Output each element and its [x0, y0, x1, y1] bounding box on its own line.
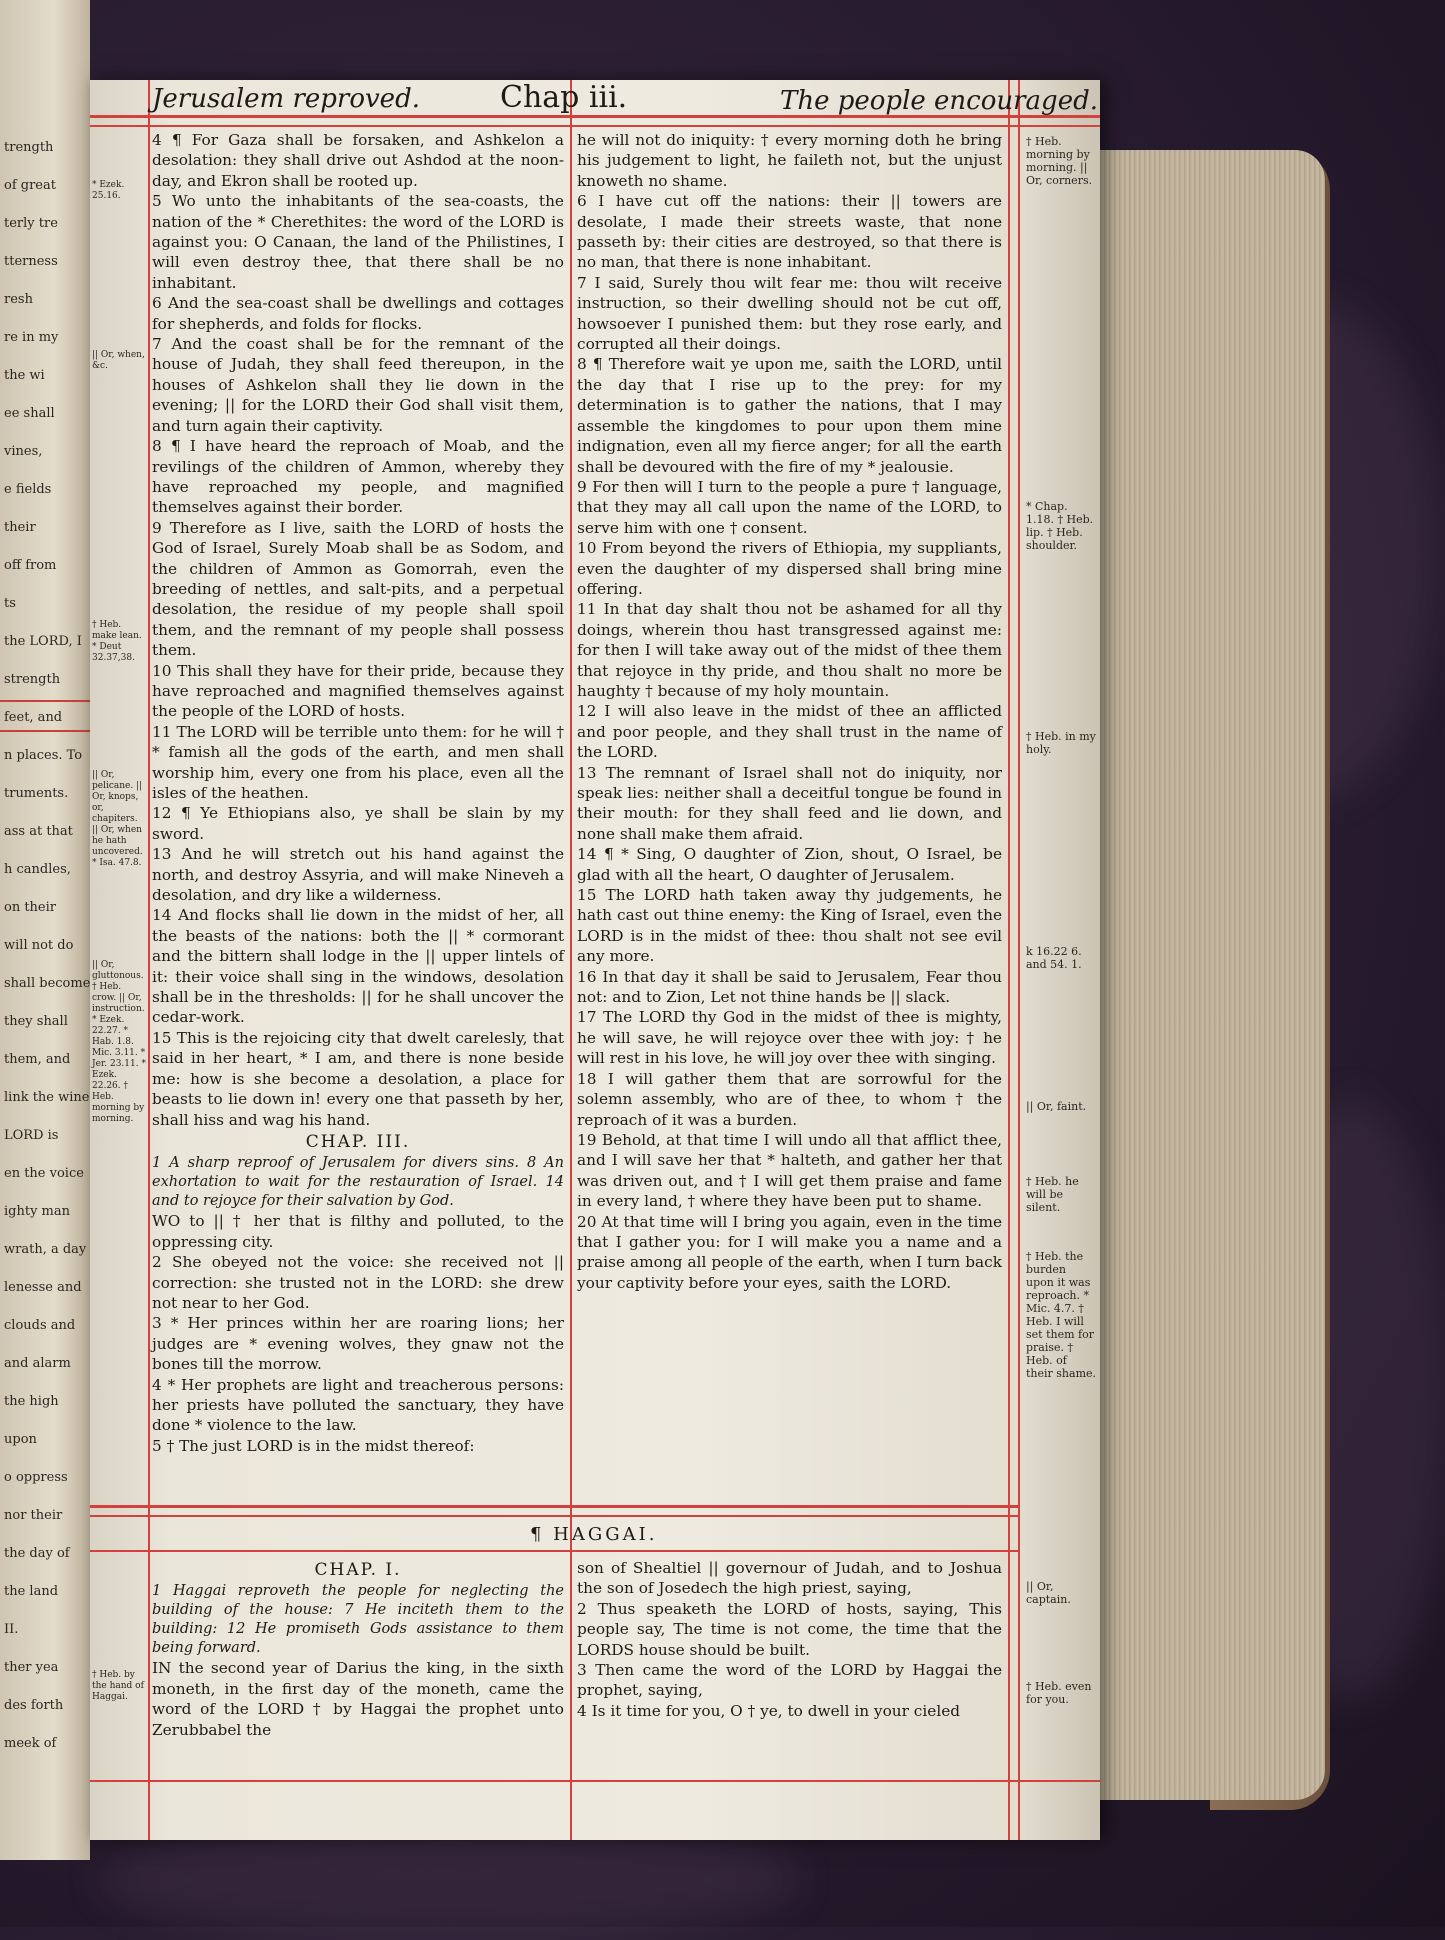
verse: son of Shealtiel || governour of Judah, and to Joshua the son of Josedech the high priest, saying,	[577, 1559, 1002, 1598]
verse: 10 From beyond the rivers of Ethiopia, my suppliants, even the daughter of my dispersed shall bring mine offering.	[577, 539, 1002, 598]
verse: 13 The remnant of Israel shall not do iniquity, nor speak lies: neither shall a deceitful tongue be found in their mouth: for they shall feed and lie down, and none shall make them afraid.	[577, 763, 1002, 843]
left-page-fragment: the day of	[4, 1546, 70, 1561]
left-page-fragment: on their	[4, 900, 56, 915]
left-page-fragment: e fields	[4, 482, 52, 497]
verse: 4 * Her prophets are light and treacherous persons: her priests have polluted the sanctuary, they have done * violence to the law.	[152, 1375, 564, 1435]
left-page-fragment: shall become	[4, 976, 90, 991]
header-left: Jerusalem reproved.	[152, 84, 420, 114]
verse: 12 ¶ Ye Ethiopians also, ye shall be slain by my sword.	[152, 804, 564, 843]
verse: 9 Therefore as I live, saith the LORD of hosts the God of Israel, Surely Moab shall be as Sodom, and the children of Ammon as Gomorrah, even the breeding of nettles, and salt-pits, and a perpetual desolation, the residue of my people shall spoil them, and the remnant of my people shall possess them.	[152, 518, 564, 660]
rule-haggai-1	[90, 1505, 1020, 1508]
page-edges	[1100, 150, 1325, 1800]
margin-note: * Ezek. 25.16.	[92, 180, 125, 201]
column-right	[577, 130, 1002, 1293]
verse: 5 Wo unto the inhabitants of the sea-coasts, the nation of the * Cherethites: the word of the LORD is against you: O Canaan, the land of the Philistines, I will even destroy thee, that there shall be no inhabitant.	[152, 192, 564, 292]
left-facing-page	[0, 0, 90, 1860]
verse: he will not do iniquity: † every morning doth he bring his judgement to light, he faileth not, but the unjust knoweth no shame.	[577, 131, 1002, 190]
verse: 9 For then will I turn to the people a pure † language, that they may all call upon the name of the LORD, to serve him with one † consent.	[577, 477, 1002, 537]
rule-haggai-3	[90, 1550, 1020, 1552]
margin-note: * Chap. 1.18. † Heb. lip. † Heb. shoulder.	[1026, 500, 1094, 552]
margin-note: † Heb. the burden upon it was reproach. * Mic. 4.7. † Heb. I will set them for praise. † Heb. of their shame.	[1026, 1250, 1097, 1380]
margin-note: † Heb. morning by morning. || Or, corners.	[1026, 135, 1093, 187]
left-page-fragment: nor their	[4, 1508, 63, 1523]
margin-note: † Heb. in my holy.	[1026, 730, 1096, 756]
left-page-fragment: feet, and	[4, 710, 63, 725]
left-page-fragment: they shall	[4, 1014, 68, 1029]
left-page-fragment: terly tre	[4, 216, 58, 231]
verse: WO to || † her that is filthy and polluted, to the oppressing city.	[152, 1212, 564, 1251]
left-margin-notes	[90, 80, 148, 1840]
left-page-fragment: tterness	[4, 254, 58, 269]
left-page-fragment: off from	[4, 558, 57, 573]
left-page-fragment: clouds and	[4, 1318, 76, 1333]
verse: 16 In that day it shall be said to Jerusalem, Fear thou not: and to Zion, Let not thine hands be || slack.	[577, 967, 1002, 1007]
verse: 11 The LORD will be terrible unto them: for he will † * famish all the gods of the earth, and men shall worship him, every one from his place, even all the isles of the heathen.	[152, 722, 564, 802]
haggai-verse-1: IN the second year of Darius the king, in the sixth moneth, in the first day of the moneth, came the word of the LORD † by Haggai the prophet unto Zerubbabel the	[152, 1659, 564, 1739]
margin-note: † Heb. even for you.	[1026, 1680, 1092, 1706]
left-page-fragment: LORD is	[4, 1128, 59, 1143]
margin-note: || Or, faint.	[1026, 1100, 1087, 1113]
margin-note: || Or, when, &c.	[92, 350, 145, 371]
verse: 3 Then came the word of the LORD by Haggai the prophet, saying,	[577, 1661, 1002, 1700]
left-page-fragment: h candles,	[4, 862, 71, 877]
left-page-fragment: of great	[4, 178, 56, 193]
book-title-haggai: ¶ HAGGAI.	[530, 1524, 658, 1545]
left-page-fragment: ee shall	[4, 406, 55, 421]
left-page-fragment: the wi	[4, 368, 45, 383]
verse: 6 I have cut off the nations: their || towers are desolate, I made their streets waste, that none passeth by: their cities are destroyed, so that there is no man, that there is none inhabitant.	[577, 192, 1002, 272]
haggai-chapter-title: CHAP. I.	[314, 1560, 402, 1580]
verse: 14 And flocks shall lie down in the midst of her, all the beasts of the nations: both the || * cormorant and the bittern shall lodge in the || upper lintels of it: their voice shall sing in the windows, desolation shall be in the thresholds: || for he shall uncover the cedar-work.	[152, 906, 564, 1027]
right-margin-notes	[1022, 80, 1100, 1840]
verse: 6 And the sea-coast shall be dwellings and cottages for shepherds, and folds for flocks.	[152, 294, 564, 333]
left-page-fragment: lenesse and	[4, 1280, 82, 1295]
left-page-fragment: them, and	[4, 1052, 71, 1067]
column-left	[152, 130, 564, 1456]
chapter-summary: 1 A sharp reproof of Jerusalem for divers sins. 8 An exhortation to wait for the restauration of Israel. 14 and to rejoyce for their salvation by God.	[152, 1155, 564, 1210]
verse: 8 ¶ I have heard the reproach of Moab, and the revilings of the children of Ammon, whereby they have reproached my people, and magnified themselves against their border.	[152, 437, 564, 517]
margin-note: k 16.22 6. and 54. 1.	[1026, 945, 1082, 971]
header-center: Chap iii.	[500, 80, 628, 115]
verse: 7 And the coast shall be for the remnant of the house of Judah, they shall feed thereupon, in the houses of Ashkelon shall they lie down in the evening; || for the LORD their God shall visit them, and turn again their captivity.	[152, 335, 564, 435]
verse: 18 I will gather them that are sorrowful for the solemn assembly, who are of thee, to whom † the reproach of it was a burden.	[577, 1069, 1002, 1129]
left-page-fragment: trength	[4, 140, 54, 155]
left-page-fragment: des forth	[4, 1698, 64, 1713]
verse: 13 And he will stretch out his hand against the north, and destroy Assyria, and will make Nineveh a desolation, and dry like a wilderness.	[152, 845, 564, 905]
header-right: The people encouraged.	[780, 86, 1098, 116]
rule-top-2	[90, 125, 1100, 127]
left-page-fragment: strength	[4, 672, 61, 687]
rule-right-margin-2	[1018, 80, 1020, 1840]
margin-note: || Or, gluttonous. † Heb. crow. || Or, instruction. * Ezek. 22.27. * Hab. 1.8. Mic. 3.11. * Jer. 23.11. * Ezek. 22.26. † Heb. morning by morning.	[92, 960, 146, 1124]
haggai-left-column	[152, 1558, 564, 1740]
verse: 19 Behold, at that time I will undo all that afflict thee, and I will save her that * halteth, and gather her that was driven out, and † I will get them praise and fame in every land, † where they have been put to shame.	[577, 1130, 1002, 1211]
rule-haggai-2	[90, 1515, 1020, 1517]
rule-right-margin	[1008, 80, 1010, 1840]
left-page-fragment: en the voice	[4, 1166, 84, 1181]
left-page-fragment: ther yea	[4, 1660, 59, 1675]
left-page-fragment: ts	[4, 596, 16, 611]
verse: 12 I will also leave in the midst of thee an afflicted and poor people, and they shall trust in the name of the LORD.	[577, 702, 1002, 762]
rule-col-divider	[570, 80, 572, 1840]
margin-note: || Or, pelicane. || Or, knops, or, chapiters. || Or, when he hath uncovered. * Isa. 47.8.	[92, 770, 143, 868]
left-page-fragment: meek of	[4, 1736, 57, 1751]
verse: 11 In that day shalt thou not be ashamed for all thy doings, wherein thou hast transgressed against me: for then I will take away out of the midst of thee them that rejoyce in thy pride, and thou shalt no more be haughty † because of my holy mountain.	[577, 600, 1002, 700]
verse: 5 † The just LORD is in the midst thereof:	[152, 1436, 475, 1455]
left-page-fragment: will not do	[4, 938, 74, 953]
margin-note: † Heb. by the hand of Haggai.	[92, 1670, 144, 1702]
left-page-rule	[0, 700, 90, 702]
left-page-fragment: ighty man	[4, 1204, 71, 1219]
left-page-fragment: ass at that	[4, 824, 73, 839]
left-page-fragment: the LORD, I	[4, 634, 82, 649]
left-page-fragment: the land	[4, 1584, 59, 1599]
left-page-fragment: n places. To	[4, 748, 83, 763]
rule-left-margin	[148, 80, 150, 1840]
verse: 7 I said, Surely thou wilt fear me: thou wilt receive instruction, so their dwelling should not be cut off, howsoever I punished them: but they rose early, and corrupted all their doings.	[577, 273, 1002, 354]
left-page-fragment: upon	[4, 1432, 37, 1447]
left-page-fragment: wrath, a day	[4, 1242, 87, 1257]
left-page-fragment: their	[4, 520, 36, 535]
verse: 4 Is it time for you, O † ye, to dwell in your cieled	[577, 1701, 961, 1720]
verse: 15 The LORD hath taken away thy judgements, he hath cast out thine enemy: the King of Israel, even the LORD is in the midst of thee: thou shalt not see evil any more.	[577, 886, 1002, 966]
verse: 2 Thus speaketh the LORD of hosts, saying, This people say, The time is not come, the time that the LORDS house should be built.	[577, 1599, 1002, 1659]
left-page-fragment: II.	[4, 1622, 19, 1637]
left-page-fragment: and alarm	[4, 1356, 71, 1371]
left-page-fragment: truments.	[4, 786, 69, 801]
left-page-fragment: o oppress	[4, 1470, 68, 1485]
verse: 20 At that time will I bring you again, even in the time that I gather you: for I will make you a name and a praise among all people of the earth, when I turn back your captivity before your eyes, saith the LORD.	[577, 1212, 1002, 1292]
margin-note: † Heb. make lean. * Deut 32.37,38.	[92, 620, 142, 663]
margin-note: † Heb. he will be silent.	[1026, 1175, 1079, 1214]
haggai-summary: 1 Haggai reproveth the people for neglecting the building of the house: 7 He inciteth them to the building: 12 He promiseth Gods assistance to them being forward.	[152, 1583, 564, 1657]
verse: 10 This shall they have for their pride, because they have reproached and magnified themselves against the people of the LORD of hosts.	[152, 661, 564, 721]
left-page-fragment: link the wine	[4, 1090, 90, 1105]
verse: 17 The LORD thy God in the midst of thee is mighty, he will save, he will rejoyce over thee with joy: † he will rest in his love, he will joy over thee with singing.	[577, 1008, 1002, 1068]
left-page-fragment: the high	[4, 1394, 59, 1409]
verse: 3 * Her princes within her are roaring lions; her judges are * evening wolves, they gnaw not the bones till the morrow.	[152, 1314, 564, 1374]
verse: 4 ¶ For Gaza shall be forsaken, and Ashkelon a desolation: they shall drive out Ashdod at the noon-day, and Ekron shall be rooted up.	[152, 131, 564, 190]
verse: 2 She obeyed not the voice: she received not || correction: she trusted not in the LORD: she drew not near to her God.	[152, 1253, 564, 1312]
verse: 14 ¶ * Sing, O daughter of Zion, shout, O Israel, be glad with all the heart, O daughter of Jerusalem.	[577, 845, 1002, 884]
left-page-rule	[0, 730, 90, 732]
left-page-fragment: re in my	[4, 330, 59, 345]
haggai-right-column	[577, 1558, 1002, 1721]
verse: 15 This is the rejoicing city that dwelt carelesly, that said in her heart, * I am, and there is none beside me: how is she become a desolation, a place for beasts to lie down in! every one that passeth by her, shall hiss and wag his hand.	[152, 1028, 564, 1129]
rule-bottom	[90, 1780, 1100, 1782]
left-page-fragment: resh	[4, 292, 33, 307]
left-page-fragment: vines,	[4, 444, 43, 459]
verse: 8 ¶ Therefore wait ye upon me, saith the LORD, until the day that I rise up to the prey: for my determination is to gather the nations, that I may assemble the kingdomes to pour upon them mine indignation, even all my fierce anger; for all the earth shall be devoured with the fire of my * jealousie.	[577, 355, 1002, 476]
main-page	[90, 80, 1100, 1840]
chapter-title: CHAP. III.	[305, 1131, 411, 1152]
margin-note: || Or, captain.	[1026, 1580, 1071, 1606]
